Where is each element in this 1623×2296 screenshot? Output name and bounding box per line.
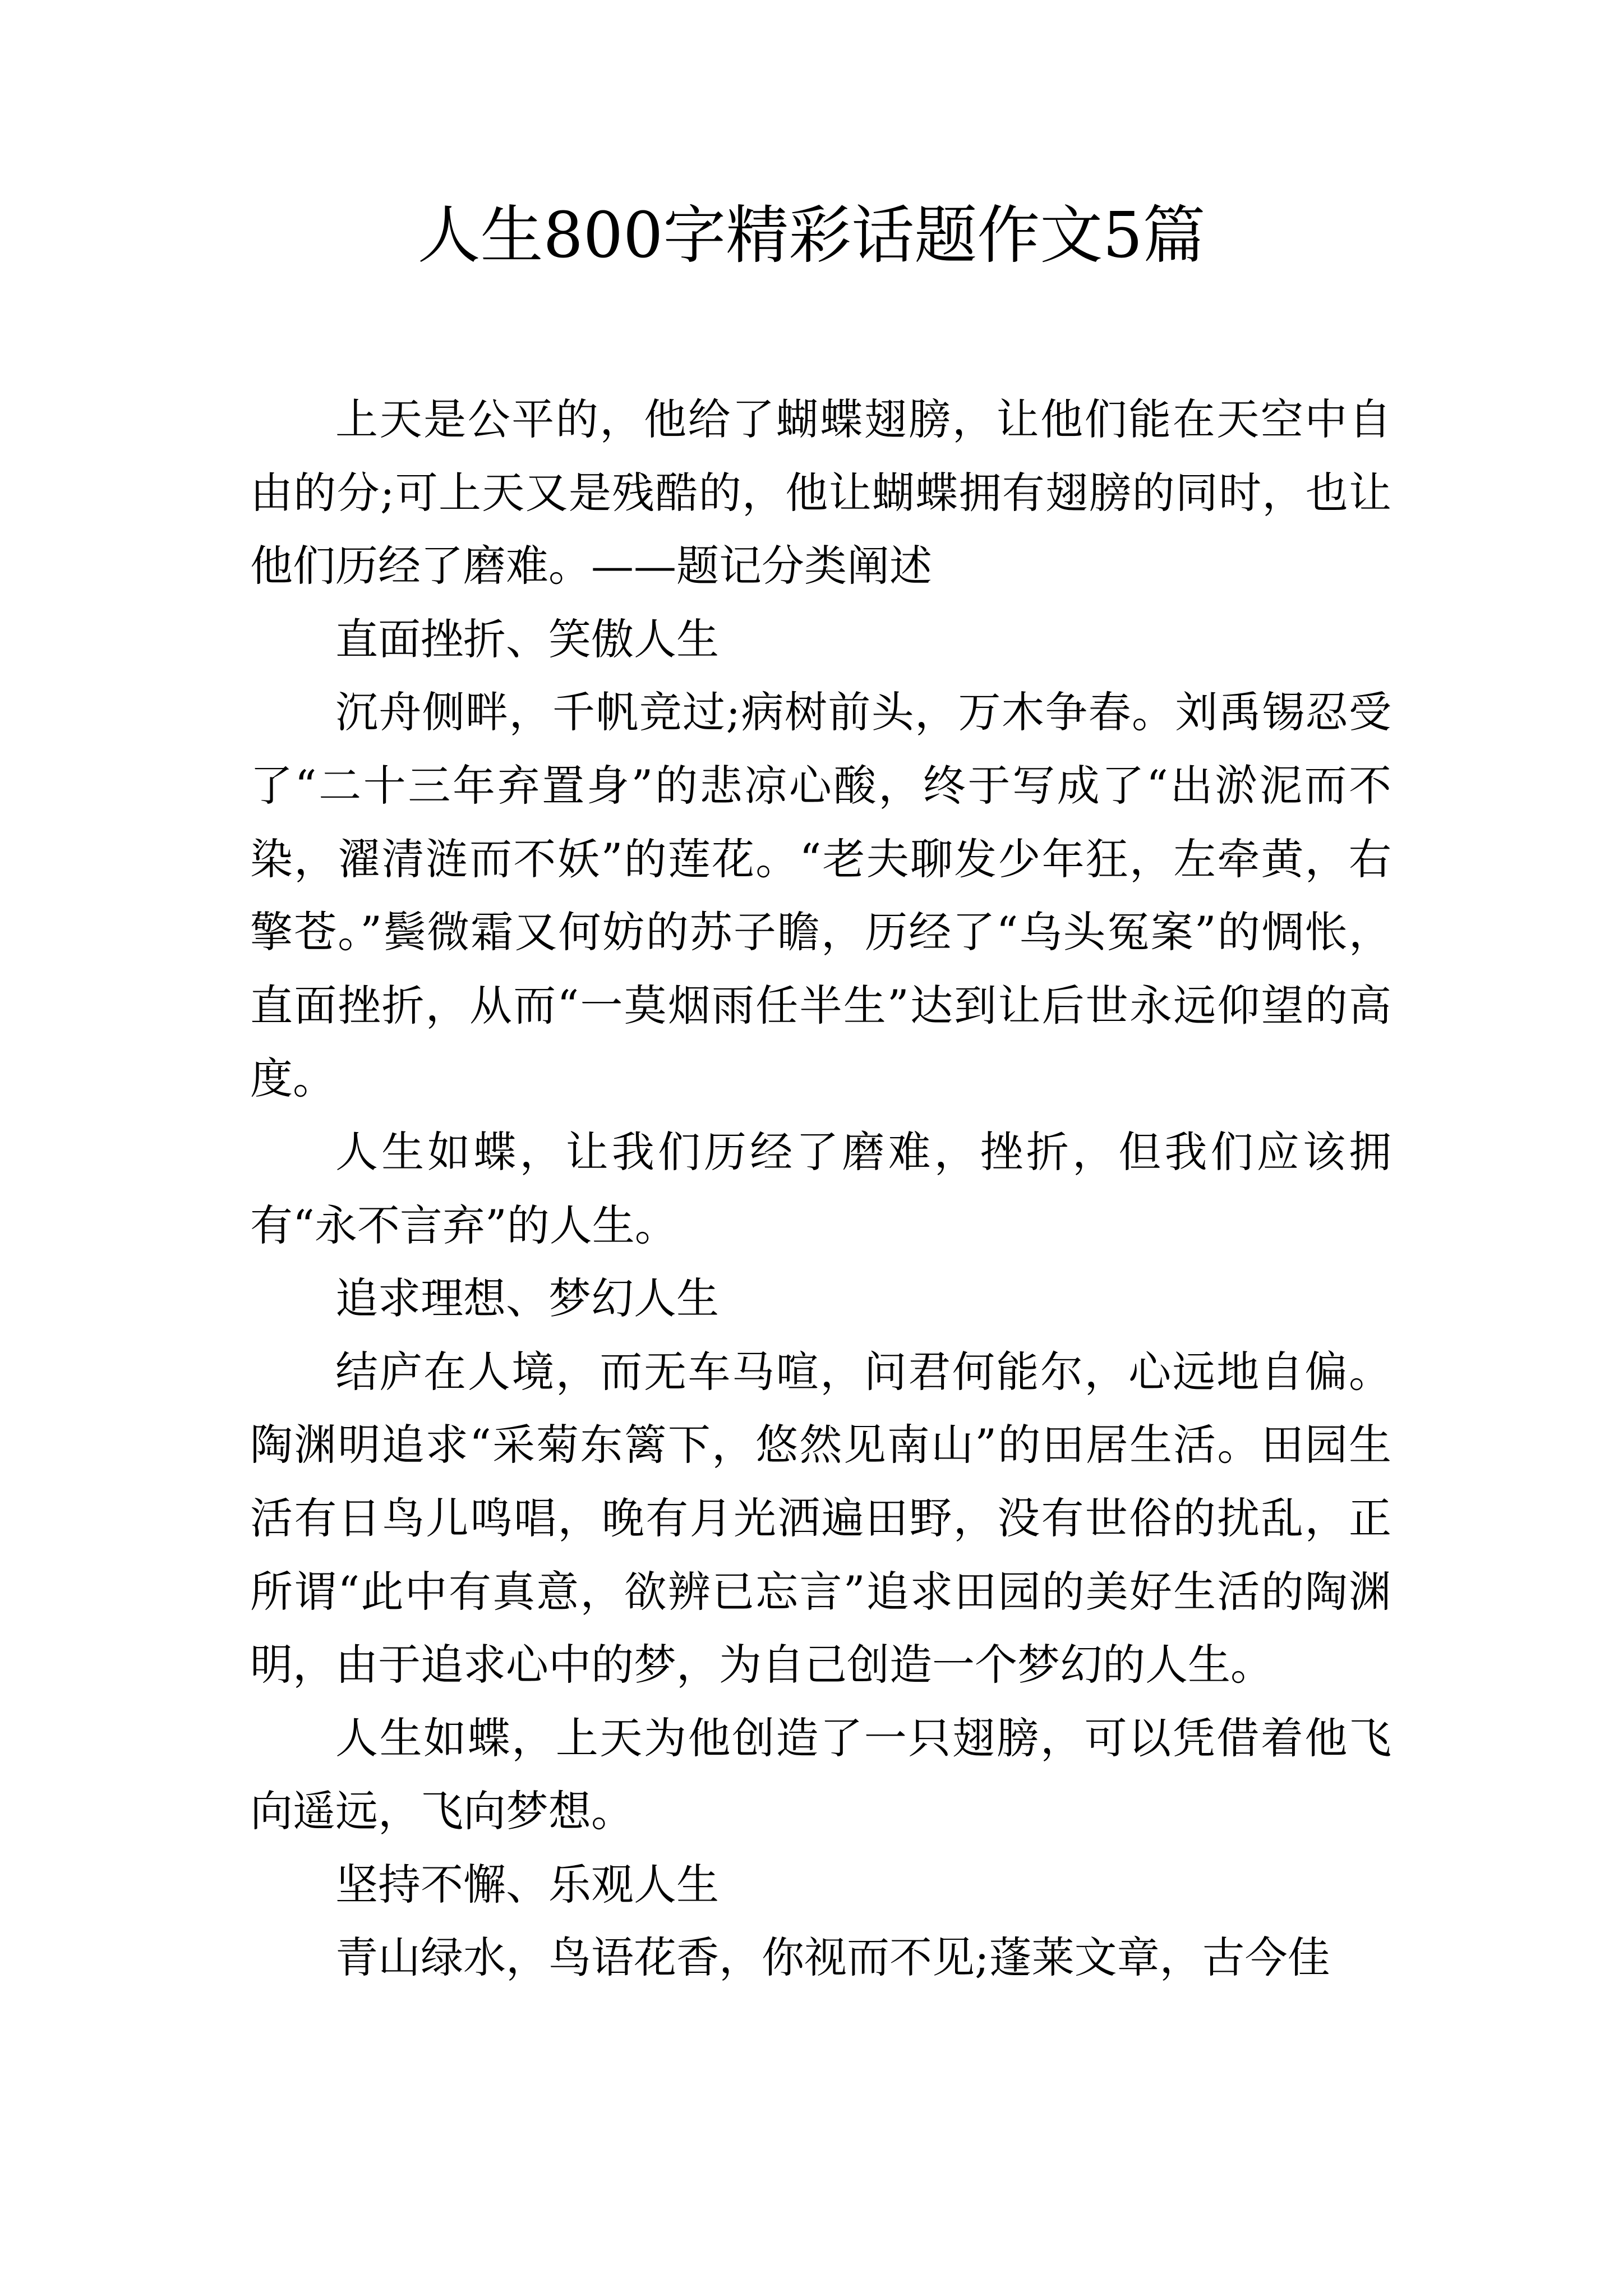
- section-heading: 直面挫折、笑傲人生: [335, 614, 719, 664]
- document-title: 人生800字精彩话题作文5篇: [417, 199, 1206, 272]
- intro-paragraph: 上天是公平的，他给了蝴蝶翅膀，让他们能在天空中自由的分;可上天又是残酷的，他让蝴蝶拥有翅膀的同时，也让他们历经了磨难。——题记分类阐述: [250, 394, 1391, 591]
- document-body: [250, 383, 1391, 1995]
- body-paragraph: 人生如蝶，让我们历经了磨难，挫折，但我们应该拥有“永不言弃”的人生。: [250, 1126, 1391, 1250]
- body-paragraph: 结庐在人境，而无车马喧，问君何能尔，心远地自偏。陶渊明追求“采菊东篱下，悠然见南山”的田居生活。田园生活有日鸟儿鸣唱，晚有月光洒遍田野，没有世俗的扰乱，正所谓“此中有真意，欲辨已忘言”追求田园的美好生活的陶渊明，由于追求心中的梦，为自己创造一个梦幻的人生。: [250, 1346, 1391, 1690]
- section-heading: 坚持不懈、乐观人生: [335, 1859, 719, 1910]
- body-paragraph: 沉舟侧畔，千帆竞过;病树前头，万木争春。刘禹锡忍受了“二十三年弃置身”的悲凉心酸，终于写成了“出淤泥而不染，濯清涟而不妖”的莲花。“老夫聊发少年狂，左牵黄，右擎苍。”鬓微霜又何妨的苏子瞻，历经了“乌头冤案”的惆怅，直面挫折，从而“一莫烟雨任半生”达到让后世永远仰望的高度。: [250, 687, 1391, 1104]
- body-paragraph: 人生如蝶，上天为他创造了一只翅膀，可以凭借着他飞向遥远，飞向梦想。: [250, 1713, 1391, 1837]
- body-paragraph: 青山绿水，鸟语花香，你视而不见;蓬莱文章，古今佳: [335, 1932, 1330, 1983]
- section-heading: 追求理想、梦幻人生: [335, 1273, 719, 1324]
